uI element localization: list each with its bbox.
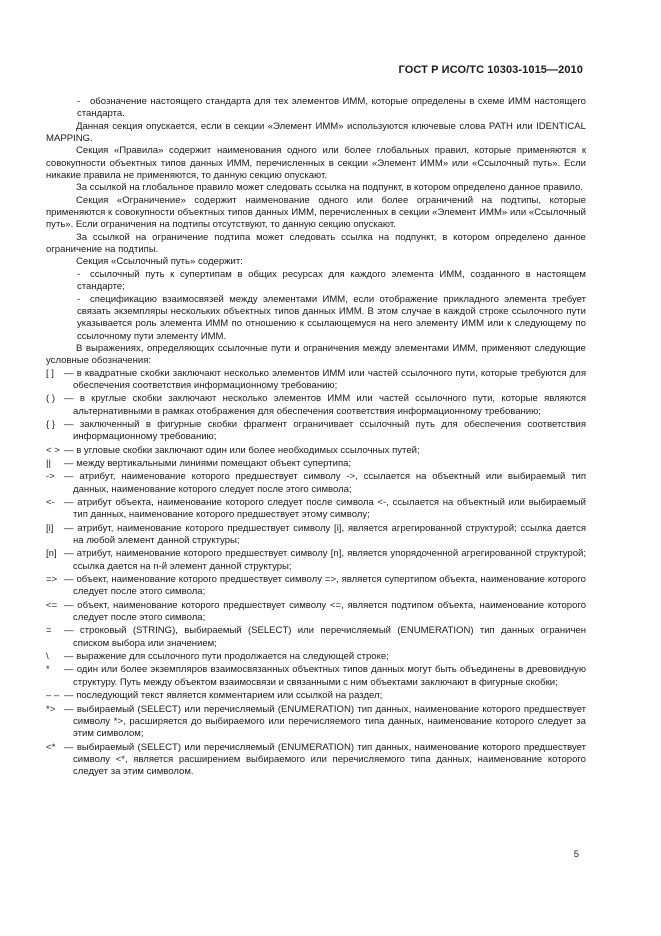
definition-text: — последующий текст является комментарием или ссылкой на раздел; (64, 690, 383, 702)
definition-symbol: <- (46, 497, 55, 508)
definition-text: — выражение для ссылочного пути продолжается на следующей строке; (64, 651, 389, 663)
definition-item (46, 664, 586, 689)
definition-symbol: * (46, 664, 50, 676)
definition-item (46, 458, 586, 470)
paragraph: За ссылкой на ограничение подтипа может следовать ссылка на подпункт, в котором определено данное ограничение на подтипы. (46, 231, 586, 256)
definition-text: — выбираемый (SELECT) или перечисляемый (ENUMERATION) тип данных, наименование которого предшествует символу *>, расширяется до выбираемого или перечисляемого типа данных, наименование которого следует за этим символом; (64, 703, 586, 740)
definition-item (46, 548, 586, 573)
definition-symbol: -> (46, 471, 55, 483)
definition-item (46, 419, 586, 444)
definition-item (46, 574, 586, 599)
definition-symbol: [ ] (46, 367, 54, 379)
paragraph: За ссылкой на глобальное правило может следовать ссылка на подпункт, в котором определено данное правило. (76, 182, 583, 194)
definition-text: — атрибут, наименование которого предшествует символу ->, ссылается на объектный или выбираемый тип данных, наименование которого следует после этого символа; (64, 471, 586, 495)
definition-symbol: || (46, 457, 51, 469)
definition-symbol: [n] (46, 548, 57, 560)
definition-text: — атрибут, наименование которого предшествует символу [n], является упорядоченной агрегированной структурой; ссылка дается на n-й элемент данной структуры; (64, 548, 586, 572)
definition-item (46, 600, 586, 625)
paragraph: Секция «Ссылочный путь» содержит: (76, 256, 243, 268)
definition-symbol: <* (46, 741, 56, 753)
definition-item (46, 368, 586, 393)
definition-item (46, 742, 586, 779)
document-body (46, 96, 586, 780)
definition-text: — выбираемый (SELECT) или перечисляемый (ENUMERATION) тип данных, наименование которого предшествует символу <*, является расширением выбираемого или перечисляемого типа данных, наименование которого следует за этим символом. (64, 741, 586, 778)
definition-item (46, 523, 586, 548)
definition-list (46, 368, 586, 779)
page-number: 5 (573, 849, 579, 860)
definition-item (46, 625, 586, 650)
definition-symbol: <= (46, 599, 58, 611)
definition-symbol: = (46, 625, 52, 637)
bullet-item (46, 294, 586, 343)
definition-symbol: < > (46, 444, 60, 456)
definition-item (46, 651, 586, 663)
bullet-dash: - (77, 293, 81, 305)
definition-text: — объект, наименование которого предшествует символу <=, является подтипом объекта, наименование которого следует после этого символа; (64, 599, 586, 624)
definition-symbol: { } (46, 418, 56, 430)
definition-symbol: \ (46, 651, 49, 663)
definition-text: — строковый (STRING), выбираемый (SELECT) или перечисляемый (ENUMERATION) тип данных ограничен списком выбора или значением; (64, 625, 586, 649)
definition-text: — атрибут объекта, наименование которого следует после символа <-, ссылается на объектный или выбираемый тип данных, наименование которого предшествует этому символу; (64, 497, 586, 521)
definition-symbol: ( ) (46, 393, 56, 405)
definition-text: — объект, наименование которого предшествует символу =>, является супертипом объекта, наименование которого следует после этого символа; (64, 574, 586, 598)
bullet-dash: - (77, 96, 81, 107)
definition-item (46, 471, 586, 496)
definition-text: — в угловые скобки заключают один или более необходимых ссылочных путей; (64, 444, 420, 456)
definition-text: — атрибут, наименование которого предшествует символу [i], является агрегированной структурой; ссылка дается на любой элемент данной структуры; (64, 522, 586, 547)
definition-item (46, 704, 586, 741)
definition-item (46, 393, 586, 418)
bullet-text: ссылочный путь к супертипам в общих ресурсах для каждого элемента ИММ, созданного в настоящем стандарте; (77, 268, 586, 293)
paragraph: В выражениях, определяющих ссылочные пути и ограничения между элементами ИММ, применяют следующие условные обозначения: (46, 342, 586, 367)
definition-text: — заключенный в фигурные скобки фрагмент ограничивает ссылочный путь для обеспечения соответствия информационному требованию; (64, 418, 586, 443)
bullet-text: обозначение настоящего стандарта для тех элементов ИММ, которые определены в схеме ИММ настоящего стандарта. (77, 96, 586, 120)
definition-item (46, 497, 586, 522)
bullet-item (46, 269, 586, 294)
bullet-dash: - (77, 268, 81, 280)
definition-item (46, 445, 586, 457)
definition-symbol: [i] (46, 522, 54, 534)
paragraph: Данная секция опускается, если в секции «Элемент ИММ» используются ключевые слова PATH или IDENTICAL MAPPING. (46, 120, 586, 145)
definition-item (46, 690, 586, 702)
definition-symbol: => (46, 574, 58, 586)
paragraph-list (46, 96, 586, 368)
definition-text: — один или более экземпляров взаимосвязанных объектных типов данных могут быть объединены в древовидную структуру. Путь между объектом взаимосвязи и связанными с ним объектами заключают в фигурные скобки; (64, 664, 586, 688)
paragraph: Секция «Правила» содержит наименования одного или более глобальных правил, которые применяются к совокупности объектных типов данных ИММ, перечисленных в секции «Элемент ИММ» или «Ссылочный путь». Если никакие правила не применяются, то данную секцию опускают. (46, 145, 586, 182)
definition-text: — в круглые скобки заключают несколько элементов ИММ или частей ссылочного пути, которые являются альтернативными в рамках отображения для обеспечения соответствия информационному требованию; (64, 393, 586, 417)
standard-header: ГОСТ Р ИСО/ТС 10303-1015—2010 (398, 64, 583, 76)
definition-symbol: – – (46, 690, 60, 702)
bullet-text: спецификацию взаимосвязей между элементами ИММ, если отображение прикладного элемента требует связать экземпляры нескольких объектных типов данных ИММ. В этом случае в каждой строке ссылочного пути указывается роль элемента ИММ по отношению к ссылающемуся на него элементу ИММ или к следующему по ссылочному пути элементу ИММ. (77, 293, 586, 342)
definition-symbol: *> (46, 703, 56, 715)
definition-text: — в квадратные скобки заключают несколько элементов ИММ или частей ссылочного пути, которые требуются для обеспечения соответствия информационному требованию; (64, 367, 586, 391)
paragraph: Секция «Ограничение» содержит наименование одного или более ограничений на подтипы, которые применяются к совокупности объектных типов данных ИММ, перечисленных в секции «Элемент ИММ» или «Ссылочный путь». Если ограничения на подтипы отсутствуют, то данную секцию опускают. (46, 194, 586, 231)
bullet-item (46, 96, 586, 121)
definition-text: — между вертикальными линиями помещают объект супертипа; (64, 457, 352, 469)
